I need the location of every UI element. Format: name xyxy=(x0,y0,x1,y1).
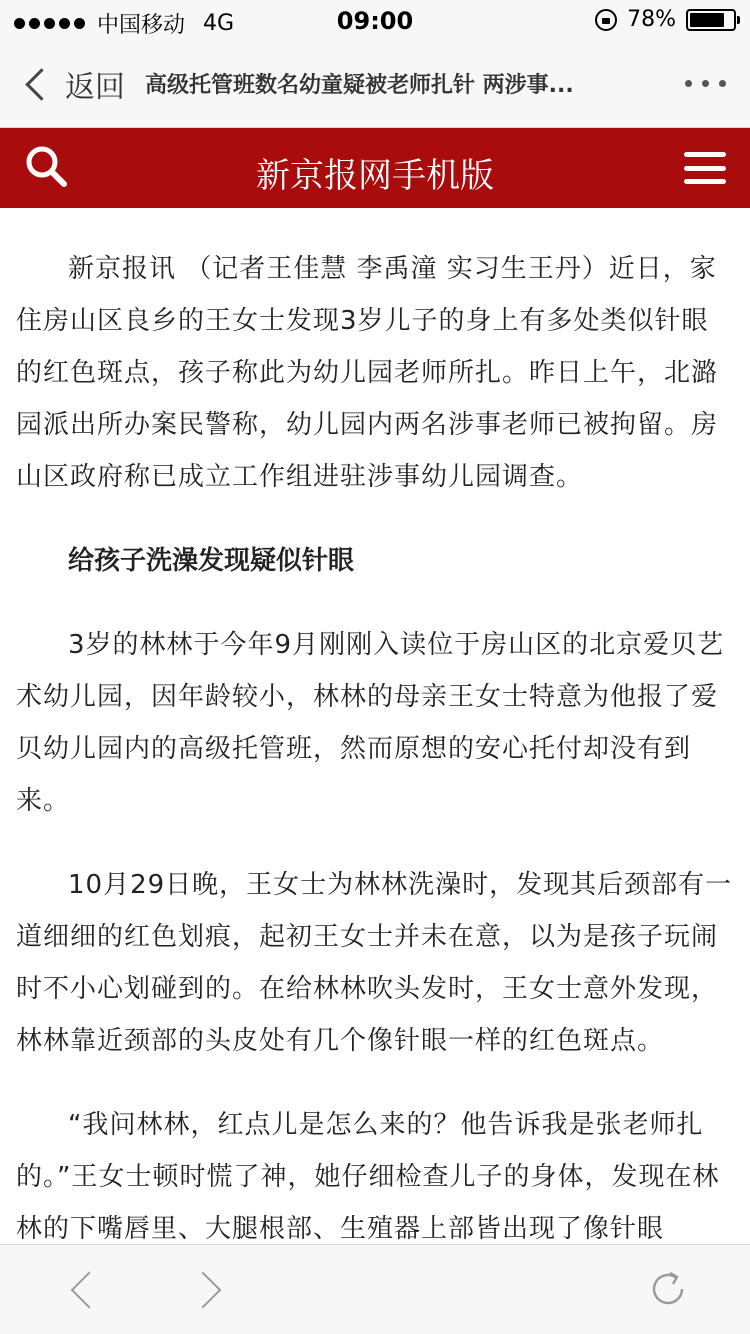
article-paragraph: 新京报讯 （记者王佳慧 李禹潼 实习生王丹）近日，家住房山区良乡的王女士发现3岁儿子的身上有多处类似针眼的红色斑点，孩子称此为幼儿园老师所扎。昨日上午，北潞园派出所办案民警称，幼儿园内两名涉事老师已被拘留。房山区政府称已成立工作组进驻涉事幼儿园调查。 xyxy=(16,254,719,492)
rotation-lock-icon xyxy=(595,9,617,31)
battery-icon xyxy=(686,9,736,31)
brand-header xyxy=(0,128,750,208)
status-time: 09:00 xyxy=(336,7,414,35)
chevron-right-icon[interactable] xyxy=(185,1272,222,1309)
article-paragraph: “我问林林，红点儿是怎么来的？他告诉我是张老师扎的。”王女士顿时慌了神，她仔细检查儿子的身体，发现在林林的下嘴唇里、大腿根部、生殖器上部皆出现了像针眼 xyxy=(16,1110,720,1244)
site-title: 新京报网手机版 xyxy=(256,156,494,196)
status-bar xyxy=(0,0,750,40)
page-title: 高级托管班数名幼童疑被老师扎针 两涉事... xyxy=(145,73,574,98)
article-content[interactable] xyxy=(0,208,750,1244)
status-right xyxy=(595,7,736,32)
back-label: 返回 xyxy=(65,70,125,105)
network-type: 4G xyxy=(203,11,235,36)
battery-percent: 78% xyxy=(627,7,676,32)
hamburger-menu-icon[interactable] xyxy=(684,152,726,184)
chevron-left-icon[interactable] xyxy=(71,1272,108,1309)
article-paragraph: 3岁的林林于今年9月刚刚入读位于房山区的北京爱贝艺术幼儿园，因年龄较小，林林的母亲王女士特意为他报了爱贝幼儿园内的高级托管班，然而原想的安心托付却没有到来。 xyxy=(16,630,725,816)
more-dots-icon xyxy=(685,80,692,87)
article-paragraph: 10月29日晚，王女士为林林洗澡时，发现其后颈部有一道细细的红色划痕，起初王女士并未在意，以为是孩子玩闹时不小心划碰到的。在给林林吹头发时，王女士意外发现，林林靠近颈部的头皮处有几个像针眼一样的红色斑点。 xyxy=(16,870,733,1056)
back-button[interactable] xyxy=(18,62,125,106)
browser-nav-bar xyxy=(0,40,750,128)
browser-toolbar xyxy=(0,1244,750,1334)
chevron-left-icon xyxy=(25,68,58,101)
refresh-icon[interactable] xyxy=(646,1267,690,1311)
article-subheading: 给孩子洗澡发现疑似针眼 xyxy=(68,546,355,576)
article-body xyxy=(16,243,734,1244)
carrier-name: 中国移动 xyxy=(97,13,186,38)
more-button[interactable] xyxy=(685,80,726,87)
